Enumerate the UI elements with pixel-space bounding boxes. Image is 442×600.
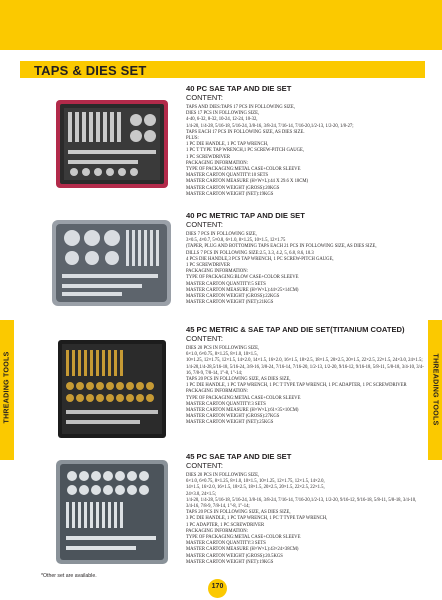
product-photo-sae-45	[50, 456, 173, 568]
section-metric-40	[186, 211, 424, 306]
footnote: *Other set are available.	[41, 573, 97, 579]
section-body: DIES 20 PCS IN FOLLOWING SIZE, 6×1.0, 6×0.75, 8×1.25, 8×1.0, 10×1.5, 10×1.25, 12×1.75, 12×1.5, 14×2.0, 14×1.5, 16×2.0, 16×1.5, 18×2.5, 18×1.5, 20×2.5, 20×1.5, 22×2.5, 22×1.5, 24×3.0, 24×1.5; 1/4-20, 1/4-28, 5/16-18, 5/16-24, 3/8-16, 3/8-24, 7/16-14, 7/16-20,1/2-13, 1/2-20, 9/16-12, 9/16-18, 5/8-11, 5/8-18, 3/4-10, 3/4-16, 7/8-9, 7/8-14, 1"-8, 1"-14; TAPS 20 PCS IN FOLLOWING SIZE, AS DIES SIZE, 3 PC DIE HANDLE, 1 PC TAP WRENCH, 1 PC T TYPE TAP WRENCH, 1 PC ADAPTER, 1 PC SCREWDRIVER PACKAGING INFORMATION: TYPE OF PACKAGING:METAL CASE+COLOR SLEEVE MASTER CARTON QUANTITY:3 SETS MASTER CARTON MEASURE (H×W×L):43×24×38CM) MASTER CARTON WEIGHT (GROSS):20.5KGS MASTER CARTON WEIGHT (NET):19KGS	[186, 473, 417, 565]
section-body: DIES 7 PCS IN FOLLOWING SIZE, 3×0.5, 4×0.7, 5×0.8, 6×1.0, 8×1.25, 10×1.5, 12×1.75 (TAPER, PLUG AND BOTTOMING TAPS EACH 21 PCS IN FOLLOWING SIZE, AS DIES SIZE, DILLS 7 PCS IN FOLLOWING SIZE:2.5, 3.3, 4.2, 5, 6.8, 8.6, 10.3 4 PCS DIE HANDLE,3 PCS TAP WRENCH, 1 PC SCREW-PITCH GAUGE, 1 PC SCREWDRIVER PACKAGING INFORMATION: TYPE OF PACKAGING:BLOW CASE+COLOR SLEEVE MASTER CARTON QUANTITY:5 SETS MASTER CARTON MEASURE (H×W×L):44×25×14CM) MASTER CARTON WEIGHT (GROSS):22KGS MASTER CARTON WEIGHT (NET):21KGS	[186, 232, 377, 306]
side-tab-right-label: THREADING TOOLS	[431, 353, 439, 426]
section-body: TAPS AND DIES:TAPS 17 PCS IN FOLLOWING SIZE, DIES 17 PCS IN FOLLOWING SIZE, 4-40, 6-32, 8-32, 10-24, 12-24, 10-32, 1/4-20, 1/4-28, 5/16-18, 5/16-24, 3/8-16, 3/8-24, 7/16-14, 7/16-20,1/2-13, 1/2-20, 1/8-27; TAPS EACH 17 PCS IN FOLLOWING SIZE, AS DIES SIZE. PLUS: 1 PC DIE HANDLE, 1 PC TAP WRENCH, 1 PC T TYPE TAP WRENCH,1 PC SCREW-PITCH GAUGE, 1 PC SCREWDRIVER PACKAGING INFORMATION: TYPE OF PACKAGING:METAL CASE+COLOR SLEEVE MASTER CARTON QUANTITY:10 SETS MASTER CARTON MEASURE (H×W×L):44 X 29.6 X 18CM) MASTER CARTON WEIGHT (GROSS):20KGS MASTER CARTON WEIGHT (NET):19KGS	[186, 105, 354, 197]
section-title: 40 PC METRIC TAP AND DIE SET	[186, 211, 305, 220]
section-titanium-45	[186, 325, 424, 427]
section-sae-40	[186, 84, 424, 198]
side-tab-left-label: THREADING TOOLS	[3, 351, 11, 424]
section-subtitle: CONTENT:	[186, 334, 223, 343]
page-title: TAPS & DIES SET	[34, 63, 147, 78]
product-photo-sae-40	[50, 92, 173, 202]
section-body: DIES 20 PCS IN FOLLOWING SIZE, 6×1.0, 6×0.75, 8×1.25, 8×1.0, 10×1.5, 10×1.25, 12×1.75, 12×1.5, 14×2.0, 14×1.5, 16×2.0, 16×1.5, 18×2.5, 18×1.5, 20×2.5, 20×1.5, 22×2.5, 22×1.5, 24×3.0, 24×1.5; 1/4-20,1/4-28,5/16-18, 5/16-24, 3/8-16, 3/8-24, 7/16-14, 7/16-20, 1/2-13, 1/2-20, 9/16-12, 9/16-18, 5/8-11, 5/8-18, 3/4-10, 3/4-16, 7/8-9, 7/8-14, 1"-8, 1"-14; TAPS 20 PCS IN FOLLOWING SIZE, AS DIES SIZE, 1 PC DIE HANDLE, 1 PC TAP WRENCH, 1 PC T TYPE TAP WRENCH, 1 PC ADAPTER, 1 PC SCREWDRIVER PACKAGING INFORMATION: TYPE OF PACKAGING:METAL CASE+COLOR SLEEVE MASTER CARTON QUANTITY:3 SETS MASTER CARTON MEASURE (H×W×L):61×35×10CM) MASTER CARTON WEIGHT (GROSS):27KGS MASTER CARTON WEIGHT (NET):25KGS	[186, 346, 424, 426]
top-color-band	[0, 0, 442, 50]
section-subtitle: CONTENT:	[186, 93, 223, 102]
page-number: 170	[211, 583, 224, 590]
product-photo-titanium-45	[50, 336, 173, 444]
section-title: 45 PC METRIC & SAE TAP AND DIE SET(TITANIUM COATED)	[186, 325, 405, 334]
product-photo-metric-40	[50, 214, 173, 314]
section-subtitle: CONTENT:	[186, 461, 223, 470]
section-title: 40 PC SAE TAP AND DIE SET	[186, 84, 292, 93]
section-subtitle: CONTENT:	[186, 220, 223, 229]
section-title: 45 PC SAE TAP AND DIE SET	[186, 452, 292, 461]
section-sae-45	[186, 452, 424, 566]
